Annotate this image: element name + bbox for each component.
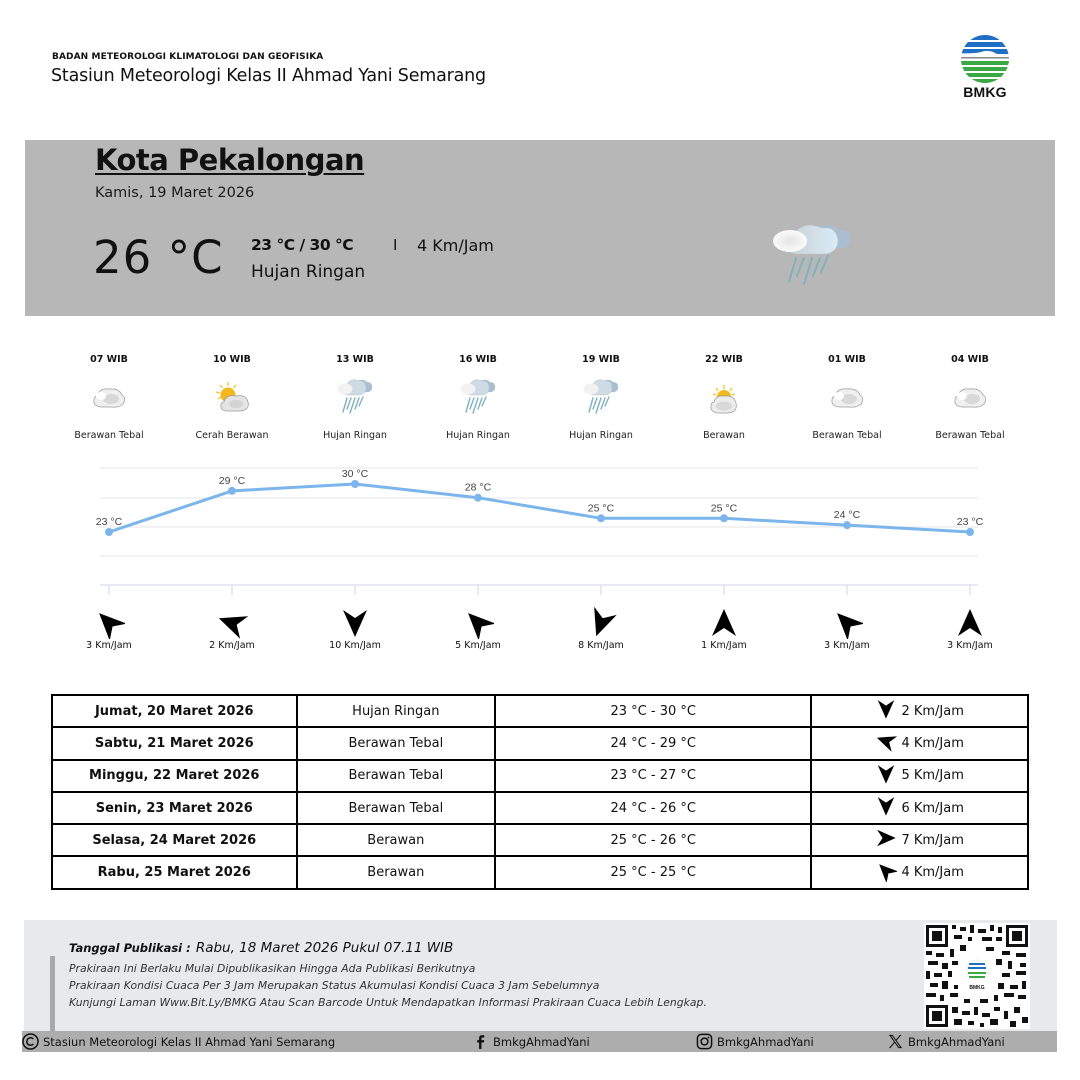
qr-logo-text: BMKG	[969, 985, 985, 991]
wind-direction-arrow-icon	[339, 607, 371, 639]
rain-cloud-icon	[581, 376, 621, 422]
daily-wind	[811, 727, 1028, 759]
qr-code[interactable]	[924, 923, 1030, 1029]
hourly-time: 07 WIB	[90, 354, 128, 365]
wind-direction-arrow-icon	[93, 607, 125, 639]
daily-temperature-range: 25 °C - 26 °C	[495, 824, 811, 856]
x-handle: BmkgAhmadYani	[908, 1034, 1005, 1049]
chart-ticks	[109, 585, 970, 595]
current-wind-speed: 4 Km/Jam	[417, 236, 494, 255]
hourly-wind-speed: 10 Km/Jam	[329, 640, 381, 651]
hourly-wind-speed: 3 Km/Jam	[824, 640, 870, 651]
hourly-condition: Hujan Ringan	[569, 430, 633, 441]
hourly-time: 10 WIB	[213, 354, 251, 365]
copyright-icon	[22, 1033, 39, 1050]
temperature-label: 25 °C	[587, 502, 615, 515]
daily-day: Minggu, 22 Maret 2026	[52, 760, 297, 792]
wind-direction-arrow-icon	[875, 860, 897, 886]
hourly-time: 04 WIB	[951, 354, 989, 365]
bottom-bar	[22, 1031, 1057, 1052]
note-validity: Prakiraan Ini Berlaku Mulai Dipublikasikan Hingga Ada Publikasi Berikutnya	[69, 962, 476, 975]
hourly-wind-speed: 5 Km/Jam	[455, 640, 501, 651]
current-date: Kamis, 19 Maret 2026	[95, 185, 255, 201]
daily-row	[52, 760, 1028, 792]
note-visit: Kunjungi Laman Www.Bit.Ly/BMKG Atau Scan Barcode Untuk Mendapatkan Informasi Prakiraan Cuaca Lebih Lengkap.	[69, 996, 707, 1009]
station-name: Stasiun Meteorologi Kelas II Ahmad Yani Semarang	[51, 66, 486, 86]
hourly-condition: Berawan Tebal	[74, 430, 144, 441]
overcast-icon	[89, 376, 129, 422]
daily-wind	[811, 856, 1028, 888]
daily-day: Sabtu, 21 Maret 2026	[52, 727, 297, 759]
hourly-wind-speed: 1 Km/Jam	[701, 640, 747, 651]
hourly-condition: Berawan Tebal	[935, 430, 1005, 441]
wind-direction-arrow-icon	[462, 607, 494, 639]
temperature-label: 23 °C	[956, 516, 984, 528]
bmkg-logo-icon	[955, 32, 1015, 84]
copyright	[22, 1033, 335, 1050]
hourly-condition: Hujan Ringan	[446, 430, 510, 441]
temperature-label: 29 °C	[218, 474, 246, 487]
logo-text: BMKG	[963, 84, 1007, 100]
wind-direction-arrow-icon	[831, 607, 863, 639]
x-icon	[887, 1033, 904, 1050]
daily-wind-speed: 6 Km/Jam	[901, 800, 964, 816]
min-max-temperature: 23 °C / 30 °C	[251, 236, 354, 254]
hourly-forecast	[55, 352, 1025, 447]
publication-label: Tanggal Publikasi :	[69, 941, 191, 955]
hourly-time: 01 WIB	[828, 354, 866, 365]
daily-wind-speed: 7 Km/Jam	[901, 832, 964, 848]
hourly-wind	[55, 605, 1025, 655]
footer-accent-bar	[50, 956, 55, 1031]
temperature-point[interactable]	[597, 514, 605, 522]
hourly-time: 16 WIB	[459, 354, 497, 365]
wind-direction-arrow-icon	[585, 607, 617, 639]
wind-direction-arrow-icon	[875, 730, 897, 756]
daily-row	[52, 856, 1028, 888]
daily-temperature-range: 24 °C - 29 °C	[495, 727, 811, 759]
temperature-point[interactable]	[474, 494, 482, 502]
hourly-wind-speed: 2 Km/Jam	[209, 640, 255, 651]
daily-condition: Berawan Tebal	[297, 792, 496, 824]
rain-cloud-icon	[458, 376, 498, 422]
daily-wind	[811, 760, 1028, 792]
cloudy-sun-icon	[704, 376, 744, 422]
facebook-handle: BmkgAhmadYani	[493, 1034, 590, 1049]
daily-wind-speed: 4 Km/Jam	[901, 865, 964, 881]
daily-day: Jumat, 20 Maret 2026	[52, 695, 297, 727]
temperature-label: 30 °C	[341, 468, 369, 480]
daily-wind-speed: 5 Km/Jam	[901, 768, 964, 784]
daily-row	[52, 727, 1028, 759]
wind-direction-arrow-icon	[216, 607, 248, 639]
daily-condition: Berawan Tebal	[297, 760, 496, 792]
daily-day: Selasa, 24 Maret 2026	[52, 824, 297, 856]
organization-name: BADAN METEOROLOGI KLIMATOLOGI DAN GEOFISIKA	[52, 52, 324, 62]
temperature-point[interactable]	[228, 487, 236, 495]
city-name: Kota Pekalongan	[95, 143, 365, 177]
facebook-icon	[472, 1033, 489, 1050]
daily-wind	[811, 824, 1028, 856]
separator: I	[393, 236, 398, 254]
instagram-handle: BmkgAhmadYani	[717, 1034, 814, 1049]
temperature-line	[109, 481, 970, 532]
wind-direction-arrow-icon	[875, 763, 897, 789]
rain-cloud-icon	[335, 376, 375, 422]
daily-condition: Berawan	[297, 824, 496, 856]
wind-direction-arrow-icon	[875, 795, 897, 821]
daily-wind	[811, 695, 1028, 727]
hourly-time: 13 WIB	[336, 354, 374, 365]
daily-forecast-table	[51, 694, 1029, 890]
temperature-point[interactable]	[351, 480, 359, 488]
temperature-label: 25 °C	[710, 502, 738, 515]
daily-wind-speed: 2 Km/Jam	[901, 703, 964, 719]
temperature-chart	[90, 460, 990, 600]
temperature-point[interactable]	[720, 514, 728, 522]
x-link[interactable]	[887, 1033, 1005, 1050]
hourly-time: 22 WIB	[705, 354, 743, 365]
instagram-link[interactable]	[696, 1033, 814, 1050]
wind-direction-arrow-icon	[875, 698, 897, 724]
publication-date	[69, 937, 453, 956]
wind-direction-arrow-icon	[708, 607, 740, 639]
instagram-icon	[696, 1033, 713, 1050]
facebook-link[interactable]	[472, 1033, 590, 1050]
publication-footer	[24, 920, 1057, 1032]
temperature-point[interactable]	[966, 528, 974, 536]
temperature-label: 28 °C	[464, 481, 492, 494]
hourly-condition: Cerah Berawan	[195, 430, 269, 441]
daily-temperature-range: 25 °C - 25 °C	[495, 856, 811, 888]
current-condition: Hujan Ringan	[251, 262, 366, 282]
current-temperature: 26 °C	[93, 231, 224, 284]
daily-day: Senin, 23 Maret 2026	[52, 792, 297, 824]
current-weather-panel	[25, 140, 1055, 316]
temperature-label: 23 °C	[95, 516, 123, 528]
publication-value: Rabu, 18 Maret 2026 Pukul 07.11 WIB	[195, 940, 454, 956]
wind-direction-arrow-icon	[875, 827, 897, 853]
hourly-condition: Hujan Ringan	[323, 430, 387, 441]
hourly-wind-speed: 3 Km/Jam	[86, 640, 132, 651]
daily-row	[52, 792, 1028, 824]
daily-row	[52, 695, 1028, 727]
hourly-wind-speed: 8 Km/Jam	[578, 640, 624, 651]
temperature-label: 24 °C	[833, 509, 861, 522]
overcast-icon	[827, 376, 867, 422]
temperature-point[interactable]	[105, 528, 113, 536]
daily-row	[52, 824, 1028, 856]
daily-temperature-range: 23 °C - 30 °C	[495, 695, 811, 727]
daily-wind	[811, 792, 1028, 824]
wind-direction-arrow-icon	[954, 607, 986, 639]
partly-sunny-icon	[212, 376, 252, 422]
daily-condition: Hujan Ringan	[297, 695, 496, 727]
bmkg-logo	[955, 32, 1015, 104]
daily-condition: Berawan	[297, 856, 496, 888]
daily-day: Rabu, 25 Maret 2026	[52, 856, 297, 888]
daily-wind-speed: 4 Km/Jam	[901, 735, 964, 751]
hourly-condition: Berawan	[703, 430, 745, 441]
hourly-condition: Berawan Tebal	[812, 430, 882, 441]
daily-condition: Berawan Tebal	[297, 727, 496, 759]
hourly-wind-speed: 3 Km/Jam	[947, 640, 993, 651]
hourly-time: 19 WIB	[582, 354, 620, 365]
daily-temperature-range: 23 °C - 27 °C	[495, 760, 811, 792]
copyright-text: Stasiun Meteorologi Kelas II Ahmad Yani Semarang	[43, 1034, 336, 1049]
overcast-icon	[950, 376, 990, 422]
note-3hour: Prakiraan Kondisi Cuaca Per 3 Jam Merupakan Status Akumulasi Kondisi Cuaca 3 Jam Sebelumnya	[69, 979, 600, 992]
rain-cloud-icon	[770, 220, 860, 300]
temperature-point[interactable]	[843, 521, 851, 529]
daily-temperature-range: 24 °C - 26 °C	[495, 792, 811, 824]
